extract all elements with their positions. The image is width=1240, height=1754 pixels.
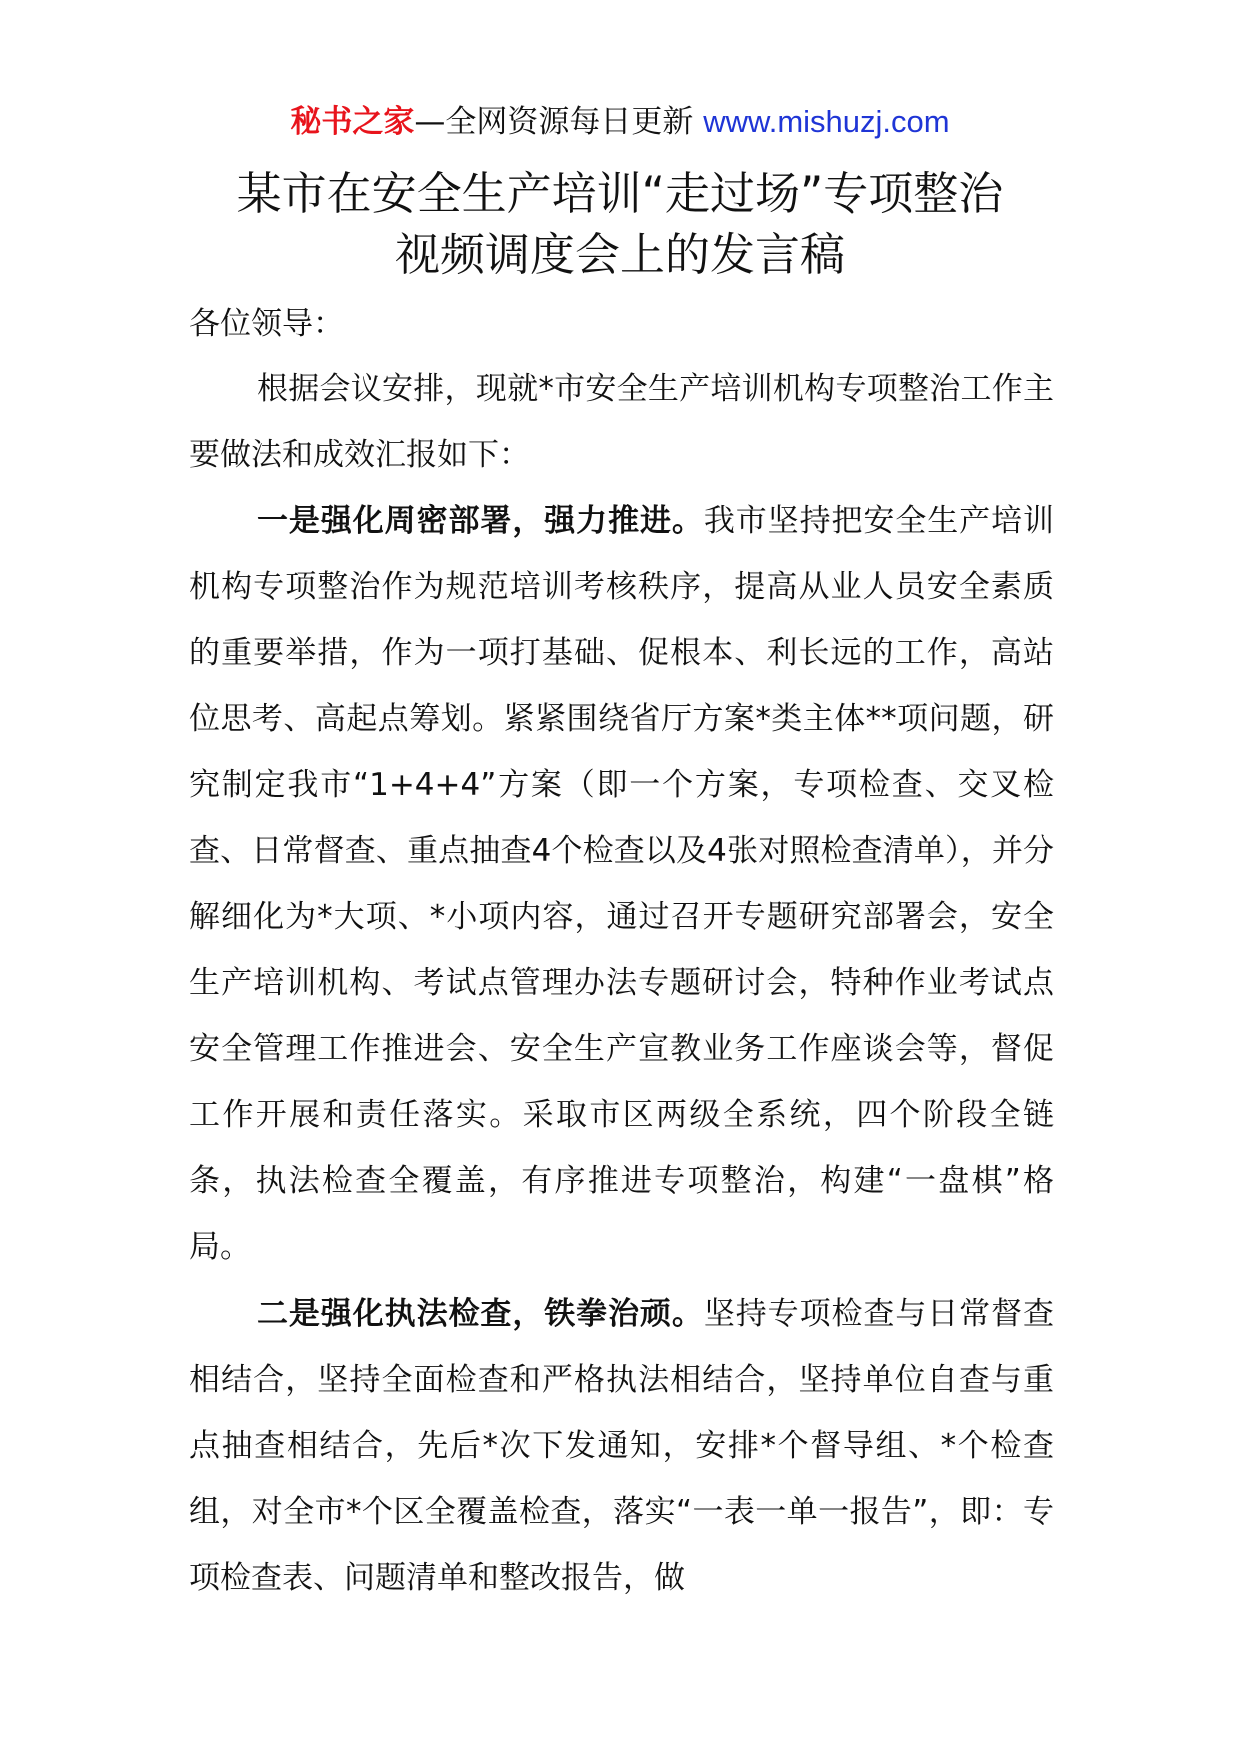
site-header — [0, 100, 1240, 144]
paragraph-section-2 — [189, 1281, 1054, 1611]
paragraph-section-1 — [189, 488, 1054, 1280]
brand-name: 秘书之家 — [290, 104, 415, 140]
site-url[interactable]: www.mishuzj.com — [703, 104, 950, 139]
document-title-line-2: 视频调度会上的发言稿 — [394, 228, 845, 281]
intro-paragraph: 根据会议安排，现就*市安全生产培训机构专项整治工作主要做法和成效汇报如下： — [189, 371, 1054, 473]
section-1-heading: 一是强化周密部署，强力推进。 — [257, 503, 704, 539]
document-title-line-1: 某市在安全生产培训“走过场”专项整治 — [236, 167, 1004, 220]
salutation: 各位领导： — [189, 306, 344, 342]
section-1-body: 我市坚持把安全生产培训机构专项整治作为规范培训考核秩序，提高从业人员安全素质的重要举措，作为一项打基础、促根本、利长远的工作，高站位思考、高起点筹划。紧紧围绕省厅方案*类主体**项问题，研究制定我市“1+4+4”方案（即一个方案，专项检查、交叉检查、日常督查、重点抽查4个检查以及4张对照检查清单），并分解细化为*大项、*小项内容，通过召开专题研究部署会，安全生产培训机构、考试点管理办法专题研讨会，特种作业考试点安全管理工作推进会、安全生产宣教业务工作座谈会等，督促工作开展和责任落实。采取市区两级全系统，四个阶段全链条，执法检查全覆盖，有序推进专项整治，构建“一盘棋”格局。 — [189, 503, 1055, 1265]
header-tagline: —全网资源每日更新 — [414, 104, 704, 140]
section-2-body: 坚持专项检查与日常督查相结合，坚持全面检查和严格执法相结合，坚持单位自查与重点抽查相结合，先后*次下发通知，安排*个督导组、*个检查组，对全市*个区全覆盖检查，落实“一表一单一报告”，即：专项检查表、问题清单和整改报告，做 — [189, 1296, 1055, 1596]
section-2-heading: 二是强化执法检查，铁拳治顽。 — [257, 1296, 704, 1332]
